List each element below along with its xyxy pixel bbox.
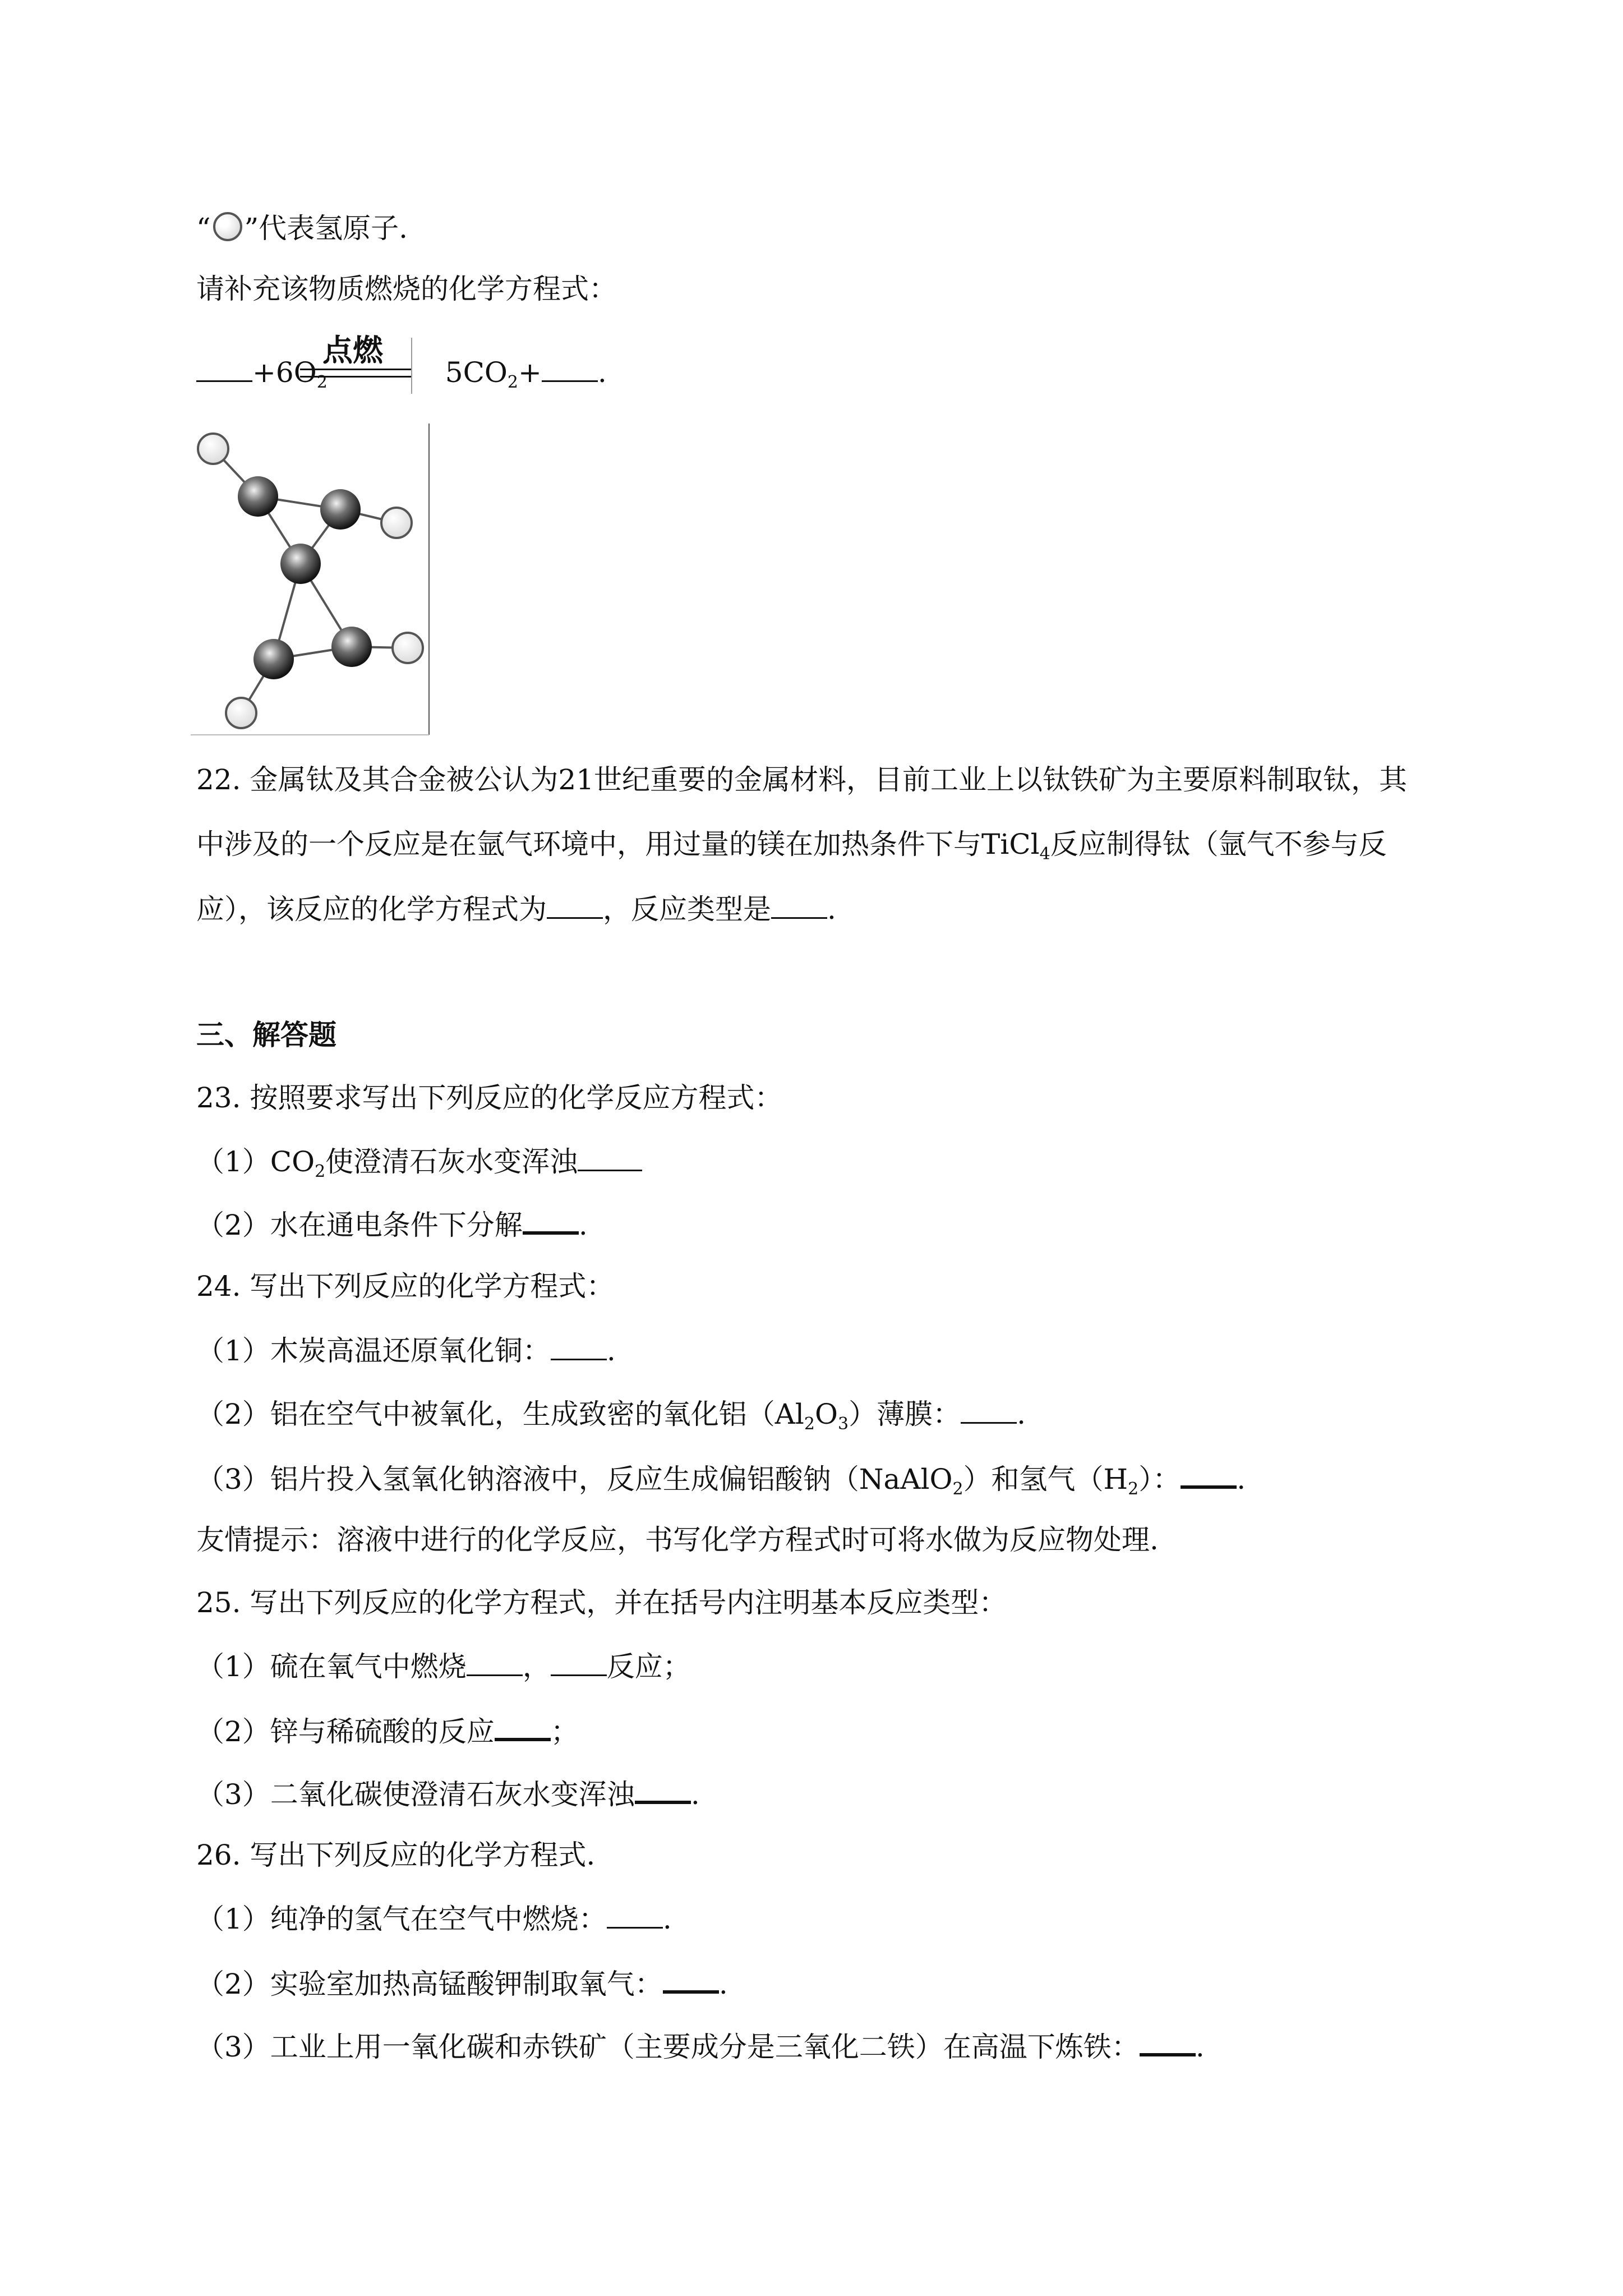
answer-blank[interactable]: [961, 1400, 1017, 1424]
condition-label: 点燃: [322, 333, 383, 368]
q22-text: 应），该反应的化学方程式为: [196, 893, 547, 926]
answer-blank[interactable]: [663, 1968, 719, 1994]
q24-text: （1）木炭高温还原氧化铜：: [196, 1335, 551, 1367]
carbon-atom-icon: [280, 544, 321, 584]
answer-blank[interactable]: [551, 1652, 607, 1676]
instruction-text: 请补充该物质燃烧的化学方程式：: [196, 273, 617, 305]
q25-text: （1）硫在氧气中燃烧: [196, 1650, 467, 1683]
period: .: [1195, 2031, 1205, 2063]
carbon-atom-icon: [331, 627, 372, 667]
answer-blank[interactable]: [607, 1904, 663, 1929]
section-heading: [196, 1018, 336, 1051]
q24-item3: [196, 1463, 1246, 1498]
period: .: [578, 1209, 588, 1241]
q24-text: ）薄膜：: [849, 1398, 961, 1430]
legend-text: ”代表氢原子.: [244, 212, 408, 245]
answer-blank[interactable]: [551, 1336, 607, 1360]
q22-text: 22. 金属钛及其合金被公认为21世纪重要的金属材料，目前工业上以钛铁矿为主要原料制取钛，其: [196, 763, 1408, 796]
period: .: [827, 893, 836, 926]
open-quote: “: [196, 212, 211, 245]
answer-blank[interactable]: [1181, 1463, 1237, 1489]
q22-text: 中涉及的一个反应是在氩气环境中，用过量的镁在加热条件下与TiCl: [196, 828, 1040, 861]
q26-title: [196, 1841, 595, 1869]
q25-text: 反应；: [606, 1650, 691, 1683]
answer-blank[interactable]: [542, 358, 598, 382]
q22-text: ，反应类型是: [603, 893, 771, 926]
q26-item1: [196, 1904, 672, 1933]
q25-text: ；: [550, 1715, 579, 1748]
q24-text: O: [815, 1398, 838, 1430]
q26-text: （2）实验室加热高锰酸钾制取氧气：: [196, 1968, 663, 2000]
q24-text: （2）铝在空气中被氧化，生成致密的氧化铝（Al: [196, 1398, 804, 1430]
q25-item1: [196, 1652, 691, 1681]
q23-item2: [196, 1209, 588, 1239]
subscript: 2: [507, 372, 518, 392]
period: .: [718, 1968, 728, 2000]
answer-blank[interactable]: [1140, 2031, 1196, 2056]
subscript: 2: [316, 372, 328, 392]
q25-text: ，: [522, 1650, 551, 1683]
subscript: 3: [838, 1414, 849, 1434]
q24-title: [196, 1270, 615, 1303]
subscript: 2: [952, 1479, 963, 1499]
carbon-atom-icon: [253, 639, 294, 679]
q26-item2: [196, 1968, 728, 1998]
q22-text: 反应制得钛（氩气不参与反: [1050, 828, 1387, 861]
equation-reactant: +6O: [252, 356, 317, 389]
legend-line: [196, 212, 408, 245]
answer-blank[interactable]: [578, 1147, 642, 1171]
q26-text: 26. 写出下列反应的化学方程式.: [196, 1839, 596, 1871]
q23-item1: [196, 1147, 642, 1180]
q25-text: 25. 写出下列反应的化学方程式，并在括号内注明基本反应类型：: [196, 1586, 1007, 1619]
q25-title: [196, 1586, 1007, 1619]
q23-text: 使澄清石灰水变浑浊: [325, 1145, 578, 1178]
carbon-atoms: [238, 476, 372, 679]
q23-text: 23. 按照要求写出下列反应的化学反应方程式：: [196, 1082, 783, 1114]
q24-tip: [196, 1526, 1159, 1554]
q22-line2: [196, 830, 1387, 863]
answer-blank[interactable]: [467, 1652, 523, 1676]
q24-text: 24. 写出下列反应的化学方程式：: [196, 1270, 615, 1303]
answer-blank[interactable]: [547, 895, 603, 919]
equals-bar-top: [300, 369, 412, 370]
q25-text: （3）二氧化碳使澄清石灰水变浑浊: [196, 1778, 635, 1811]
q26-text: （3）工业上用一氧化碳和赤铁矿（主要成分是三氧化二铁）在高温下炼铁：: [196, 2031, 1140, 2063]
answer-blank[interactable]: [771, 895, 827, 919]
carbon-atom-icon: [238, 476, 278, 517]
answer-blank[interactable]: [495, 1715, 551, 1741]
q23-text: （1）CO: [196, 1145, 315, 1178]
q26-text: （1）纯净的氢气在空气中燃烧：: [196, 1903, 607, 1935]
tip-text: 友情提示：溶液中进行的化学反应，书写化学方程式时可将水做为反应物处理.: [196, 1524, 1159, 1556]
q24-item1: [196, 1336, 616, 1365]
plus-sign: +: [518, 356, 542, 389]
q23-title: [196, 1084, 782, 1112]
reaction-condition: [300, 326, 412, 405]
subscript: 2: [1128, 1479, 1139, 1499]
answer-blank[interactable]: [635, 1778, 691, 1804]
period: .: [597, 356, 607, 389]
hydrogen-atom-icon: [381, 508, 412, 538]
equals-bar-bottom: [300, 376, 412, 378]
q23-text: （2）水在通电条件下分解: [196, 1209, 523, 1241]
q24-text: ）：: [1138, 1463, 1181, 1496]
period: .: [662, 1903, 672, 1935]
period: .: [1017, 1398, 1026, 1430]
q25-item2: [196, 1715, 579, 1746]
q24-text: ）和氢气（H: [963, 1463, 1128, 1496]
q24-item2: [196, 1400, 1026, 1433]
equation-product: 5CO: [445, 356, 508, 389]
molecule-diagram: [191, 424, 432, 738]
period: .: [606, 1335, 616, 1367]
hydrogen-atom-icon: [226, 698, 256, 728]
answer-blank[interactable]: [196, 358, 252, 382]
divider: [411, 338, 412, 394]
section-title: 三、解答题: [196, 1018, 336, 1051]
q22-line1: [196, 763, 1408, 796]
q26-item3: [196, 2031, 1205, 2061]
period: .: [1237, 1463, 1246, 1496]
hydrogen-atom-icon: [198, 434, 228, 464]
subscript: 2: [315, 1162, 326, 1181]
subscript: 2: [804, 1414, 815, 1434]
answer-blank[interactable]: [523, 1209, 579, 1235]
instruction-line: [196, 275, 617, 303]
carbon-atom-icon: [320, 489, 361, 530]
q24-text: （3）铝片投入氢氧化钠溶液中，反应生成偏铝酸钠（NaAlO: [196, 1463, 953, 1496]
q25-item3: [196, 1778, 700, 1809]
q25-text: （2）锌与稀硫酸的反应: [196, 1715, 495, 1748]
hydrogen-atom-icon: [213, 212, 242, 241]
q22-line3: [196, 893, 836, 926]
hydrogen-atom-icon: [393, 633, 423, 663]
subscript: 4: [1039, 844, 1050, 864]
period: .: [690, 1778, 700, 1811]
